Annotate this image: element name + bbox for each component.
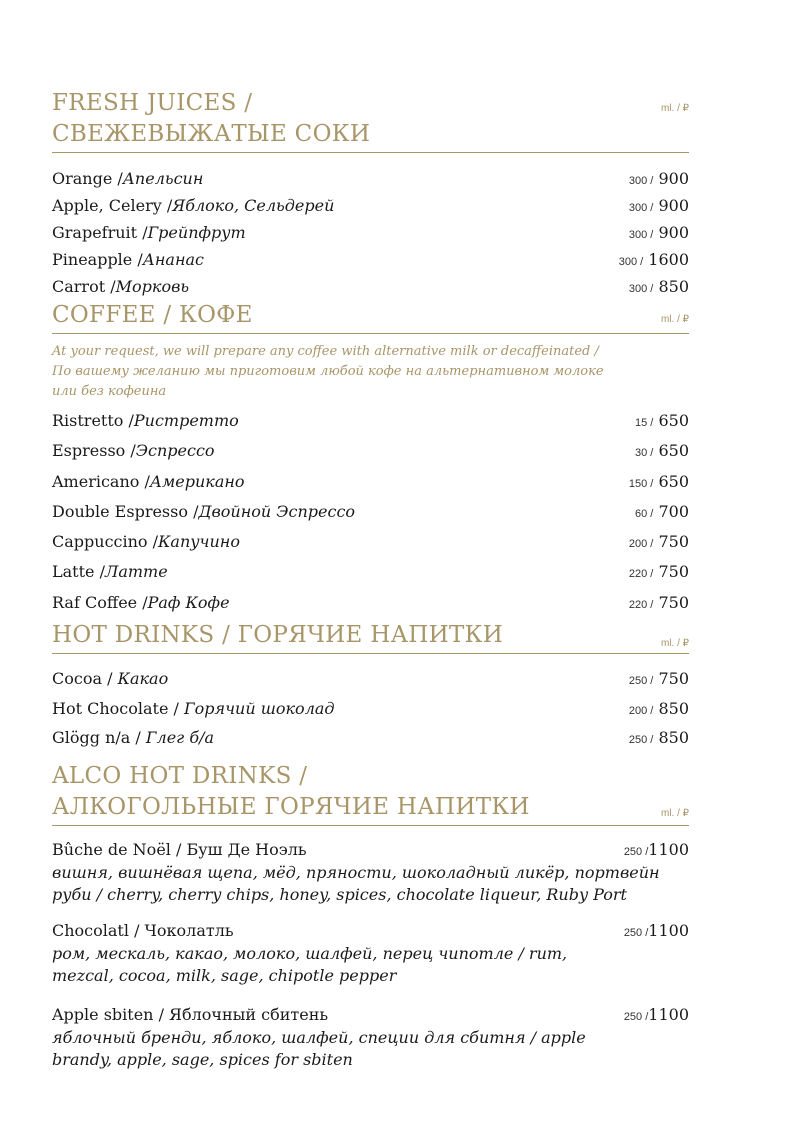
fresh-juices-list: [52, 153, 689, 300]
section-title: HOT DRINKS / ГОРЯЧИЕ НАПИТКИ: [52, 622, 504, 649]
item-amount: 750: [658, 592, 689, 612]
item-price: [635, 436, 689, 468]
section-title: [52, 88, 689, 150]
item-name-en: Hot Chocolate /: [52, 698, 184, 718]
item-name: Apple sbiten / Яблочный сбитень: [52, 1004, 329, 1024]
item-name-ru: Американо: [149, 471, 245, 491]
item-amount: 850: [658, 698, 689, 718]
item-name-en: Carrot /: [52, 277, 116, 296]
item-volume: 300 /: [628, 229, 654, 241]
item-name-ru: Какао: [117, 669, 169, 689]
menu-item: [52, 664, 689, 694]
item-name-en: Latte /: [52, 562, 105, 582]
unit-label: ml. / ₽: [660, 807, 689, 819]
item-amount: 750: [658, 562, 689, 582]
section-title-ru: АЛКОГОЛЬНЫЕ ГОРЯЧИЕ НАПИТКИ: [52, 793, 530, 820]
item-amount: 1100: [648, 1004, 689, 1024]
item-amount: 750: [658, 669, 689, 689]
menu-item: [52, 723, 689, 753]
item-name-en: Pineapple /: [52, 250, 143, 269]
section-title: [52, 761, 689, 823]
item-name-en: Ristretto /: [52, 411, 134, 430]
item-volume: 300 /: [618, 256, 644, 268]
menu-item: [52, 436, 689, 466]
coffee-note: [52, 334, 689, 406]
item-volume: 250 /: [623, 1010, 649, 1023]
menu-item: [52, 588, 689, 618]
item-price: [624, 1003, 689, 1029]
item-name-en: Apple, Celery /: [52, 196, 173, 215]
item-name-ru: Ристретто: [133, 411, 239, 430]
item-amount: 700: [658, 501, 689, 521]
item-name-en: Raf Coffee /: [52, 592, 148, 612]
item-price: [629, 557, 689, 589]
item-name-ru: Ананас: [142, 250, 204, 269]
coffee-header: [52, 300, 689, 334]
item-price: [635, 406, 689, 438]
item-name-en: Orange /: [52, 169, 123, 188]
item-amount: 1600: [648, 250, 689, 269]
item-price: [629, 588, 689, 620]
item-amount: 850: [658, 277, 689, 296]
menu-item: [52, 406, 689, 436]
menu-item: [52, 557, 689, 587]
menu-item: [52, 838, 689, 906]
item-name-ru: Раф Кофе: [147, 592, 230, 612]
item-volume: 220 /: [628, 598, 654, 611]
item-amount: 1100: [648, 839, 689, 859]
note-line: At your request, we will prepare any coffee with alternative milk or decaffeinated /: [52, 344, 599, 359]
item-name-ru: Горячий шоколад: [184, 698, 335, 718]
menu-item: [52, 527, 689, 557]
menu-item: [52, 219, 689, 246]
item-price: [624, 838, 689, 864]
item-amount: 900: [658, 196, 689, 215]
item-name-ru: Апельсин: [122, 169, 204, 188]
item-price: [635, 497, 689, 529]
item-name-en: Grapefruit /: [52, 223, 148, 242]
item-volume: 300 /: [628, 283, 654, 295]
item-name: Chocolatl / Чоколатль: [52, 920, 234, 940]
item-amount: 900: [658, 223, 689, 242]
item-name-ru: Двойной Эспрессо: [198, 501, 356, 521]
unit-label: ml. / ₽: [660, 103, 689, 114]
item-price: [629, 467, 689, 499]
item-price: [629, 192, 689, 222]
note-line: или без кофеина: [52, 384, 167, 399]
item-amount: 650: [658, 411, 689, 430]
item-volume: 300 /: [628, 175, 654, 187]
item-amount: 750: [658, 532, 689, 552]
item-amount: 650: [658, 441, 689, 461]
section-title-en: ALCO HOT DRINKS /: [52, 762, 308, 789]
item-name-ru: Латте: [104, 562, 168, 582]
menu-item: [52, 694, 689, 724]
item-name-ru: Капучино: [158, 532, 240, 552]
item-name: Bûche de Noël / Буш Де Ноэль: [52, 839, 307, 859]
item-volume: 200 /: [628, 538, 654, 551]
section-title: COFFEE / КОФЕ: [52, 302, 253, 328]
item-name-en: Cappuccino /: [52, 532, 159, 552]
item-volume: 220 /: [628, 568, 654, 581]
item-price: [629, 694, 689, 727]
item-volume: 60 /: [635, 507, 654, 520]
item-name-ru: Эспрессо: [135, 441, 215, 461]
item-price: [629, 219, 689, 249]
item-name-en: Americano /: [52, 471, 150, 491]
item-name-en: Glögg n/a /: [52, 728, 146, 748]
item-description: вишня, вишнёвая щепа, мёд, пряности, шоколадный ликёр, портвейн руби / cherry, cherry chips, honey, spices, chocolate liqueur, Ruby Port: [52, 862, 660, 904]
coffee-list: [52, 406, 689, 618]
item-name-ru: Грейпфрут: [147, 223, 246, 242]
menu-item: [52, 246, 689, 273]
item-volume: 200 /: [628, 704, 654, 717]
item-volume: 300 /: [628, 202, 654, 214]
item-volume: 250 /: [623, 845, 649, 858]
menu-item: [52, 467, 689, 497]
section-title-en: FRESH JUICES /: [52, 90, 253, 116]
item-name-ru: Морковь: [115, 277, 190, 296]
item-amount: 850: [658, 728, 689, 748]
menu-item: [52, 497, 689, 527]
item-amount: 900: [658, 169, 689, 188]
item-price: [624, 919, 689, 945]
item-volume: 30 /: [635, 447, 654, 460]
menu-page: [52, 88, 689, 1071]
item-name-ru: Яблоко, Сельдерей: [172, 196, 335, 215]
item-volume: 250 /: [623, 926, 649, 939]
item-volume: 250 /: [628, 675, 654, 688]
menu-item: [52, 1003, 689, 1071]
item-description: ром, мескаль, какао, молоко, шалфей, перец чипотле / rum, mezcal, cocoa, milk, sage, chipotle pepper: [52, 943, 568, 985]
item-name-en: Double Espresso /: [52, 501, 199, 521]
fresh-juices-header: [52, 88, 689, 153]
hot-drinks-list: [52, 654, 689, 753]
item-name-ru: Глег б/а: [145, 728, 215, 748]
note-line: По вашему желанию мы приготовим любой кофе на альтернативном молоке: [52, 364, 604, 379]
menu-item: [52, 192, 689, 219]
section-title-ru: СВЕЖЕВЫЖАТЫЕ СОКИ: [52, 121, 371, 147]
item-price: [629, 273, 689, 303]
menu-item: [52, 273, 689, 300]
unit-label: ml. / ₽: [660, 314, 689, 325]
item-volume: 15 /: [635, 417, 654, 429]
item-amount: 650: [658, 471, 689, 491]
menu-item: [52, 165, 689, 192]
item-volume: 150 /: [628, 477, 654, 490]
alco-hot-drinks-header: [52, 761, 689, 826]
item-price: [629, 165, 689, 195]
unit-label: ml. / ₽: [660, 638, 689, 650]
item-price: [619, 246, 689, 276]
menu-item: [52, 919, 689, 987]
item-name-en: Espresso /: [52, 441, 136, 461]
item-price: [629, 527, 689, 559]
item-price: [629, 664, 689, 697]
item-amount: 1100: [648, 920, 689, 940]
item-name-en: Cocoa /: [52, 669, 118, 689]
item-description: яблочный бренди, яблоко, шалфей, специи для сбитня / apple brandy, apple, sage, spices for sbiten: [52, 1027, 586, 1069]
item-price: [629, 723, 689, 756]
hot-drinks-header: [52, 620, 689, 654]
item-volume: 250 /: [628, 734, 654, 747]
alco-hot-drinks-list: [52, 826, 689, 1071]
